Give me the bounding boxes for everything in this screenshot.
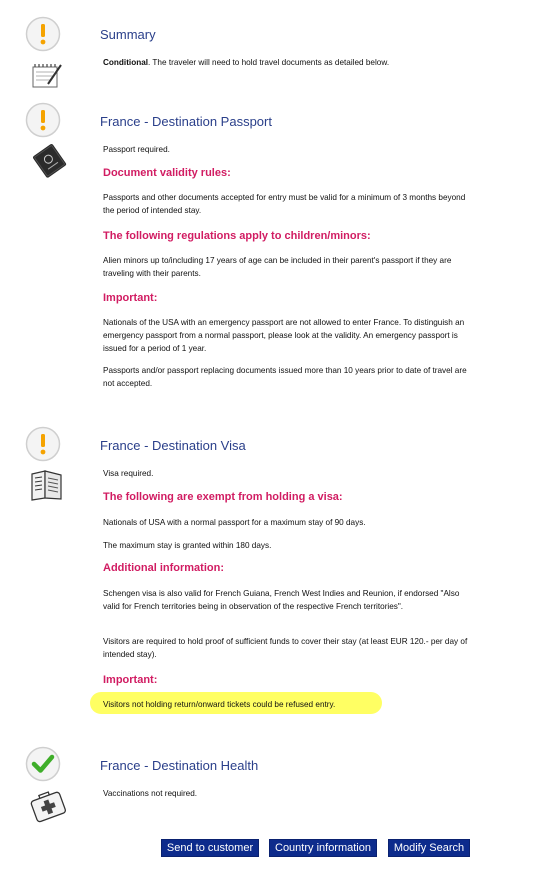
summary-title: Summary <box>100 27 156 42</box>
paragraph: Schengen visa is also valid for French Guiana, French West Indies and Reunion, if endorsed "Also valid for French territories being in observation of the respective French territories". <box>103 589 460 611</box>
warning-icon <box>25 102 61 143</box>
warning-icon <box>25 16 61 57</box>
health-title: France - Destination Health <box>100 758 259 773</box>
paragraph: Nationals of USA with a normal passport for a maximum stay of 90 days. <box>103 518 366 527</box>
status-label: Conditional <box>103 58 149 67</box>
paragraph: Nationals of the USA with an emergency passport are not allowed to enter France. To distinguish an emergency passport from a normal passport, please look at the validity. An emergency passport is issued for a period of 1 year. <box>103 318 465 353</box>
section-heading: Additional information: <box>103 562 224 574</box>
section-heading: Document validity rules: <box>103 167 231 179</box>
send-to-customer-button[interactable]: Send to customer <box>161 839 259 857</box>
modify-search-button[interactable]: Modify Search <box>388 839 470 857</box>
paragraph: Alien minors up to/including 17 years of age can be included in their parent's passport if they are traveling with their parents. <box>103 256 452 278</box>
section-heading: The following are exempt from holding a visa: <box>103 491 343 503</box>
passport-icon <box>28 142 70 183</box>
passport-required: Passport required. <box>103 145 170 154</box>
first-aid-kit-icon <box>27 786 69 831</box>
warning-icon <box>25 426 61 467</box>
check-icon <box>25 746 61 787</box>
section-heading: The following regulations apply to children/minors: <box>103 230 371 242</box>
section-heading: Important: <box>103 674 158 686</box>
passport-title: France - Destination Passport <box>100 114 272 129</box>
notepad-icon <box>30 60 64 95</box>
status-text: . The traveler will need to hold travel documents as detailed below. <box>148 58 390 67</box>
paragraph: Visitors are required to hold proof of sufficient funds to cover their stay (at least EUR 120.- per day of intended stay). <box>103 637 468 659</box>
paragraph-highlighted: Visitors not holding return/onward tickets could be refused entry. <box>103 700 336 709</box>
country-information-button[interactable]: Country information <box>269 839 377 857</box>
visa-required: Visa required. <box>103 469 154 478</box>
paragraph: Passports and other documents accepted for entry must be valid for a minimum of 3 months beyond the period of intended stay. <box>103 193 466 215</box>
visa-title: France - Destination Visa <box>100 438 246 453</box>
paragraph: The maximum stay is granted within 180 days. <box>103 541 272 550</box>
section-heading: Important: <box>103 292 158 304</box>
summary-text <box>103 56 468 69</box>
visa-document-icon <box>28 466 66 507</box>
health-text: Vaccinations not required. <box>103 789 198 798</box>
paragraph: Passports and/or passport replacing documents issued more than 10 years prior to date of travel are not accepted. <box>103 366 467 388</box>
